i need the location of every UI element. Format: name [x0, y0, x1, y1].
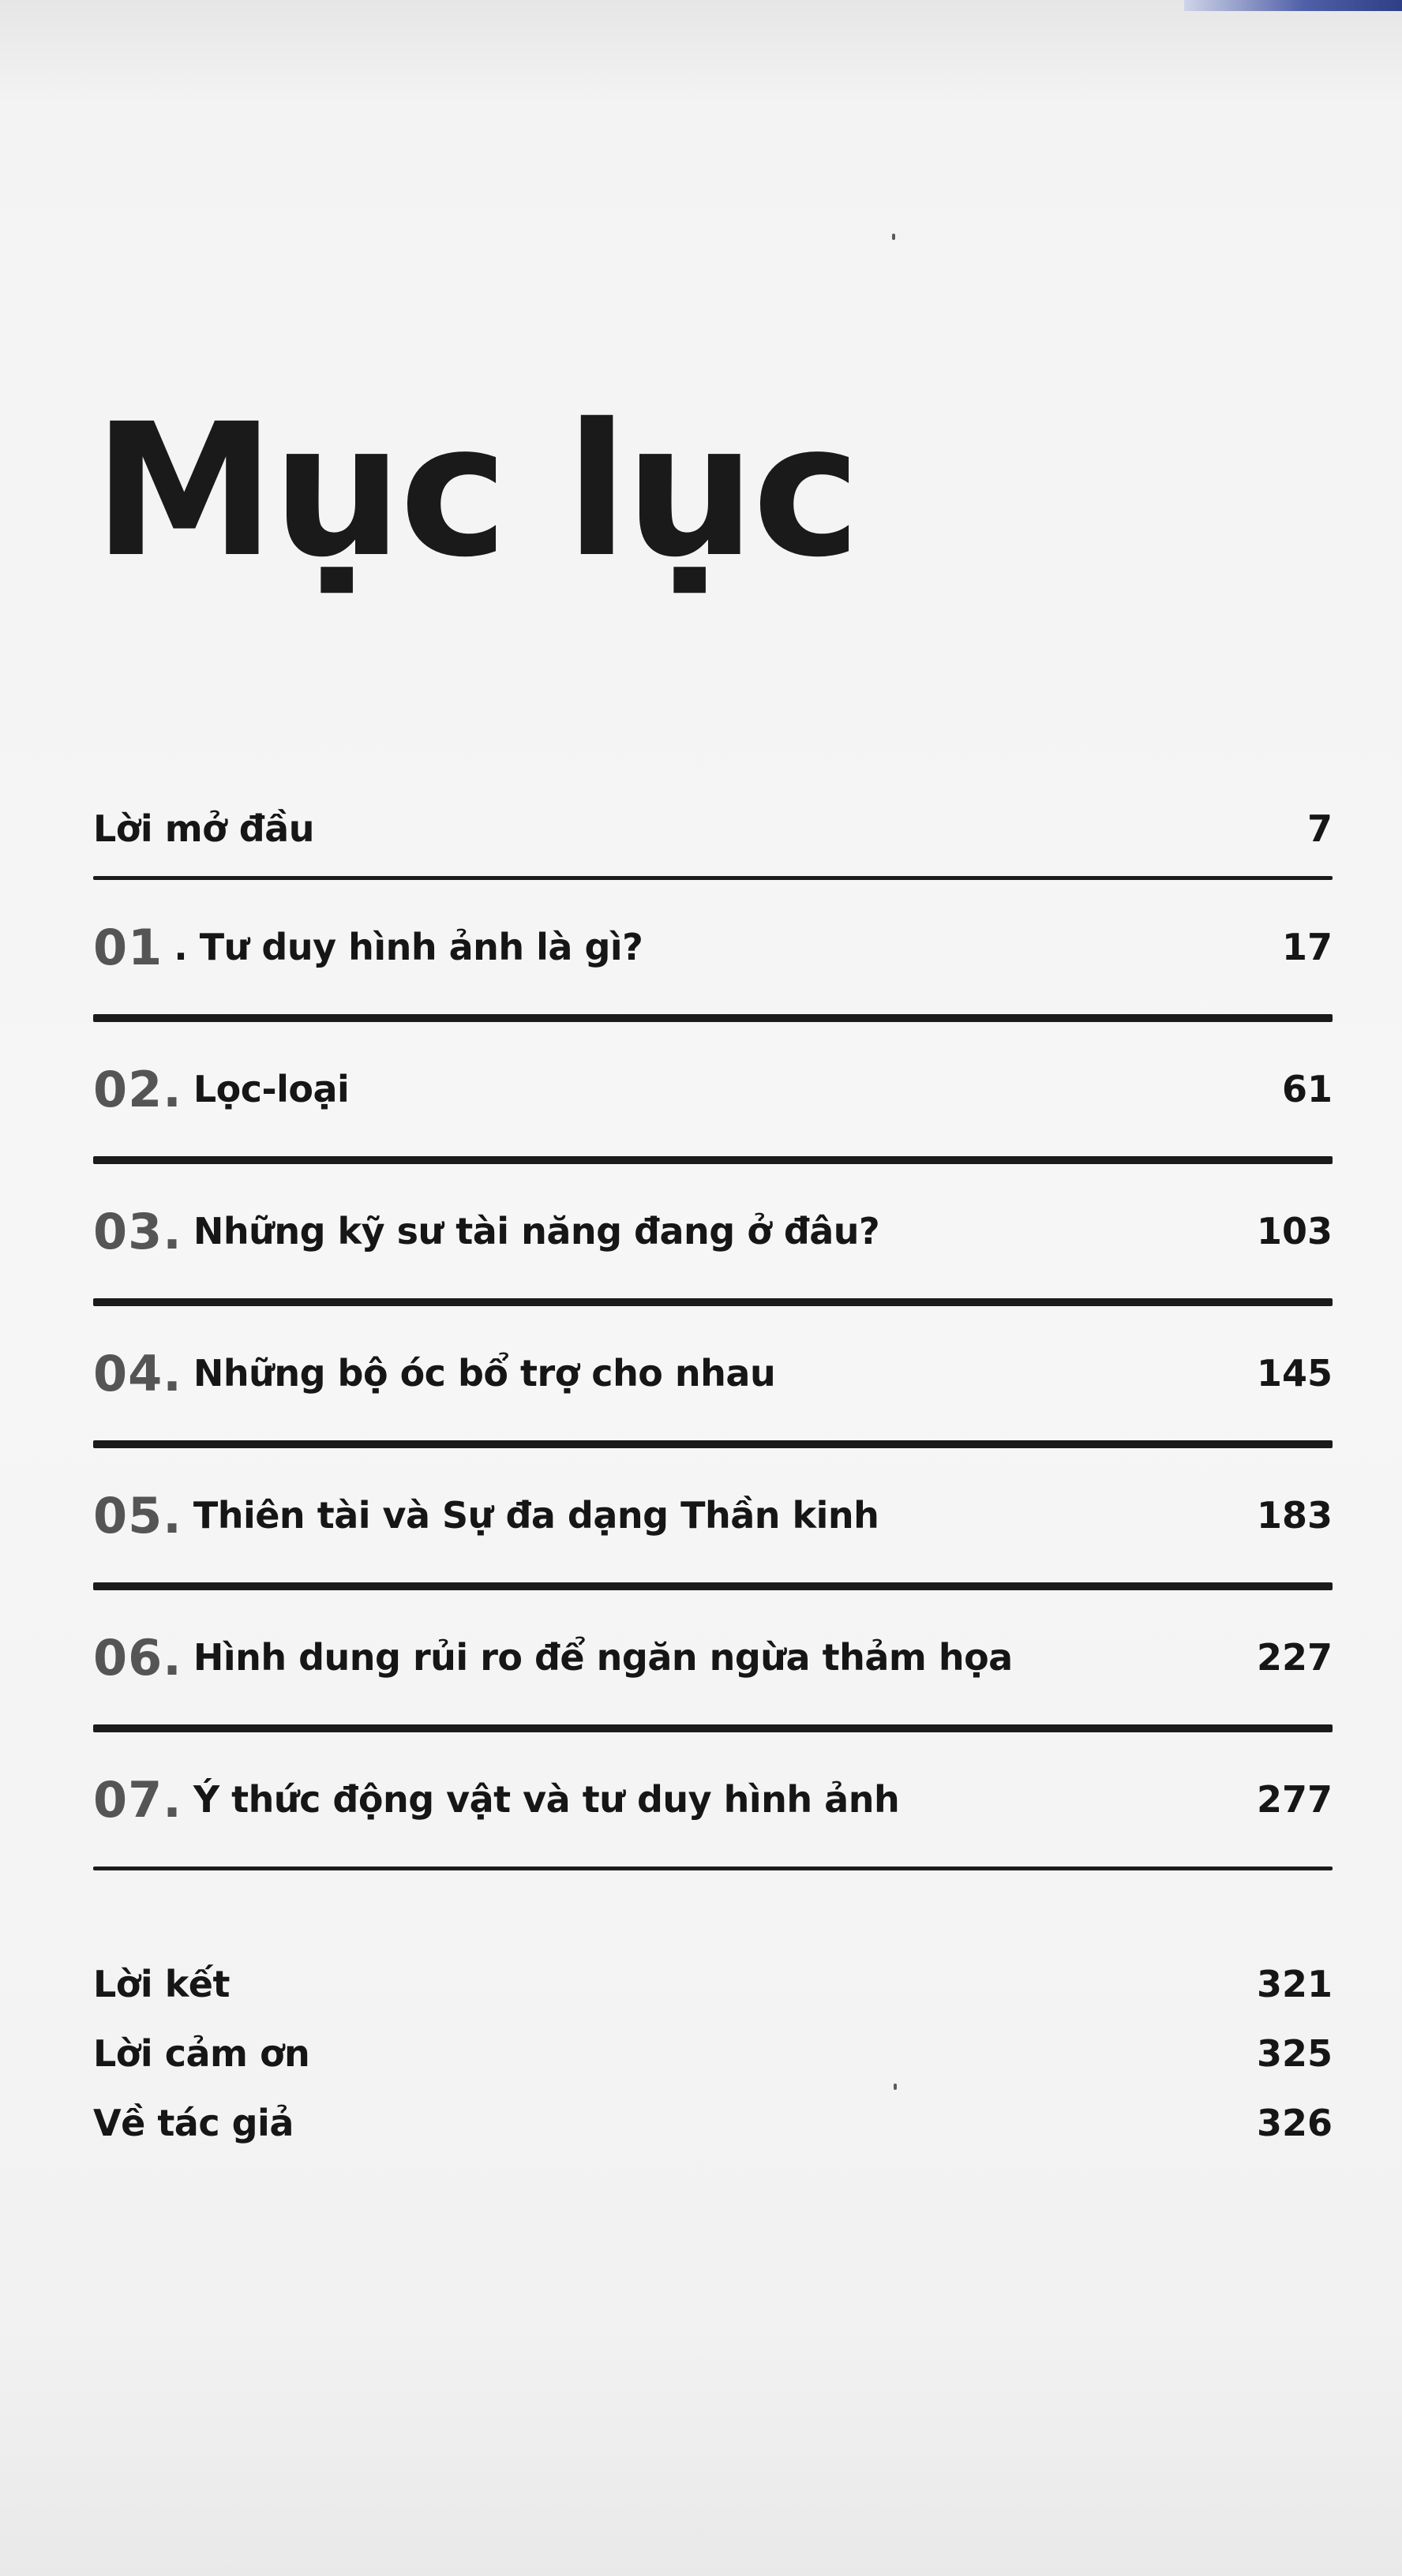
toc-entry-chapter-2	[93, 1022, 1333, 1156]
toc-entry-conclusion	[93, 1949, 1333, 2019]
toc-entry-page: 7	[1306, 807, 1333, 850]
chapter-title: . Tư duy hình ảnh là gì?	[174, 926, 643, 968]
chapter-title: Ý thức động vật và tư duy hình ảnh	[193, 1778, 900, 1821]
ink-speck	[892, 234, 895, 240]
chapter-number: 03.	[93, 1202, 182, 1260]
chapter-title: Lọc-loại	[193, 1068, 350, 1110]
toc-entry-intro	[93, 781, 1333, 876]
chapter-page: 103	[1256, 1210, 1333, 1252]
chapter-number: 04.	[93, 1344, 182, 1402]
chapter-title: Những kỹ sư tài năng đang ở đâu?	[193, 1210, 880, 1252]
cover-edge	[1184, 0, 1402, 11]
chapter-number: 01	[93, 918, 163, 976]
toc-entry-page: 326	[1256, 2102, 1333, 2144]
divider	[93, 1866, 1333, 1870]
toc-entry-chapter-3	[93, 1164, 1333, 1298]
table-of-contents	[93, 781, 1333, 1870]
toc-entry-label: Lời cảm ơn	[93, 2032, 310, 2075]
toc-entry-chapter-5	[93, 1448, 1333, 1582]
chapter-number: 07.	[93, 1770, 182, 1829]
divider	[93, 1582, 1333, 1590]
divider	[93, 1014, 1333, 1022]
chapter-title: Thiên tài và Sự đa dạng Thần kinh	[193, 1494, 879, 1537]
toc-entry-page: 321	[1256, 1963, 1333, 2005]
toc-entry-chapter-1	[93, 880, 1333, 1014]
chapter-number: 06.	[93, 1628, 182, 1687]
chapter-number: 05.	[93, 1486, 182, 1544]
page-title: Mục lục	[93, 384, 858, 597]
chapter-number: 02.	[93, 1060, 182, 1118]
divider	[93, 1298, 1333, 1306]
chapter-page: 145	[1256, 1352, 1333, 1395]
chapter-title: Những bộ óc bổ trợ cho nhau	[193, 1352, 776, 1395]
divider	[93, 1724, 1333, 1732]
divider	[93, 1156, 1333, 1164]
chapter-page: 277	[1256, 1778, 1333, 1821]
divider	[93, 1440, 1333, 1448]
toc-entry-chapter-4	[93, 1306, 1333, 1440]
toc-entry-acknowledgements	[93, 2019, 1333, 2088]
toc-entry-chapter-7	[93, 1732, 1333, 1866]
end-matter-list	[93, 1949, 1333, 2158]
chapter-title: Hình dung rủi ro để ngăn ngừa thảm họa	[193, 1636, 1013, 1679]
toc-entry-chapter-6	[93, 1590, 1333, 1724]
chapter-page: 227	[1256, 1636, 1333, 1679]
toc-entry-label: Về tác giả	[93, 2102, 294, 2144]
toc-entry-label: Lời mở đầu	[93, 807, 314, 850]
ink-speck	[894, 2084, 897, 2090]
toc-entry-about-author	[93, 2088, 1333, 2158]
chapter-page: 183	[1256, 1494, 1333, 1537]
chapter-page: 61	[1281, 1068, 1333, 1110]
toc-entry-page: 325	[1256, 2032, 1333, 2075]
chapter-page: 17	[1281, 926, 1333, 968]
toc-entry-label: Lời kết	[93, 1963, 230, 2005]
